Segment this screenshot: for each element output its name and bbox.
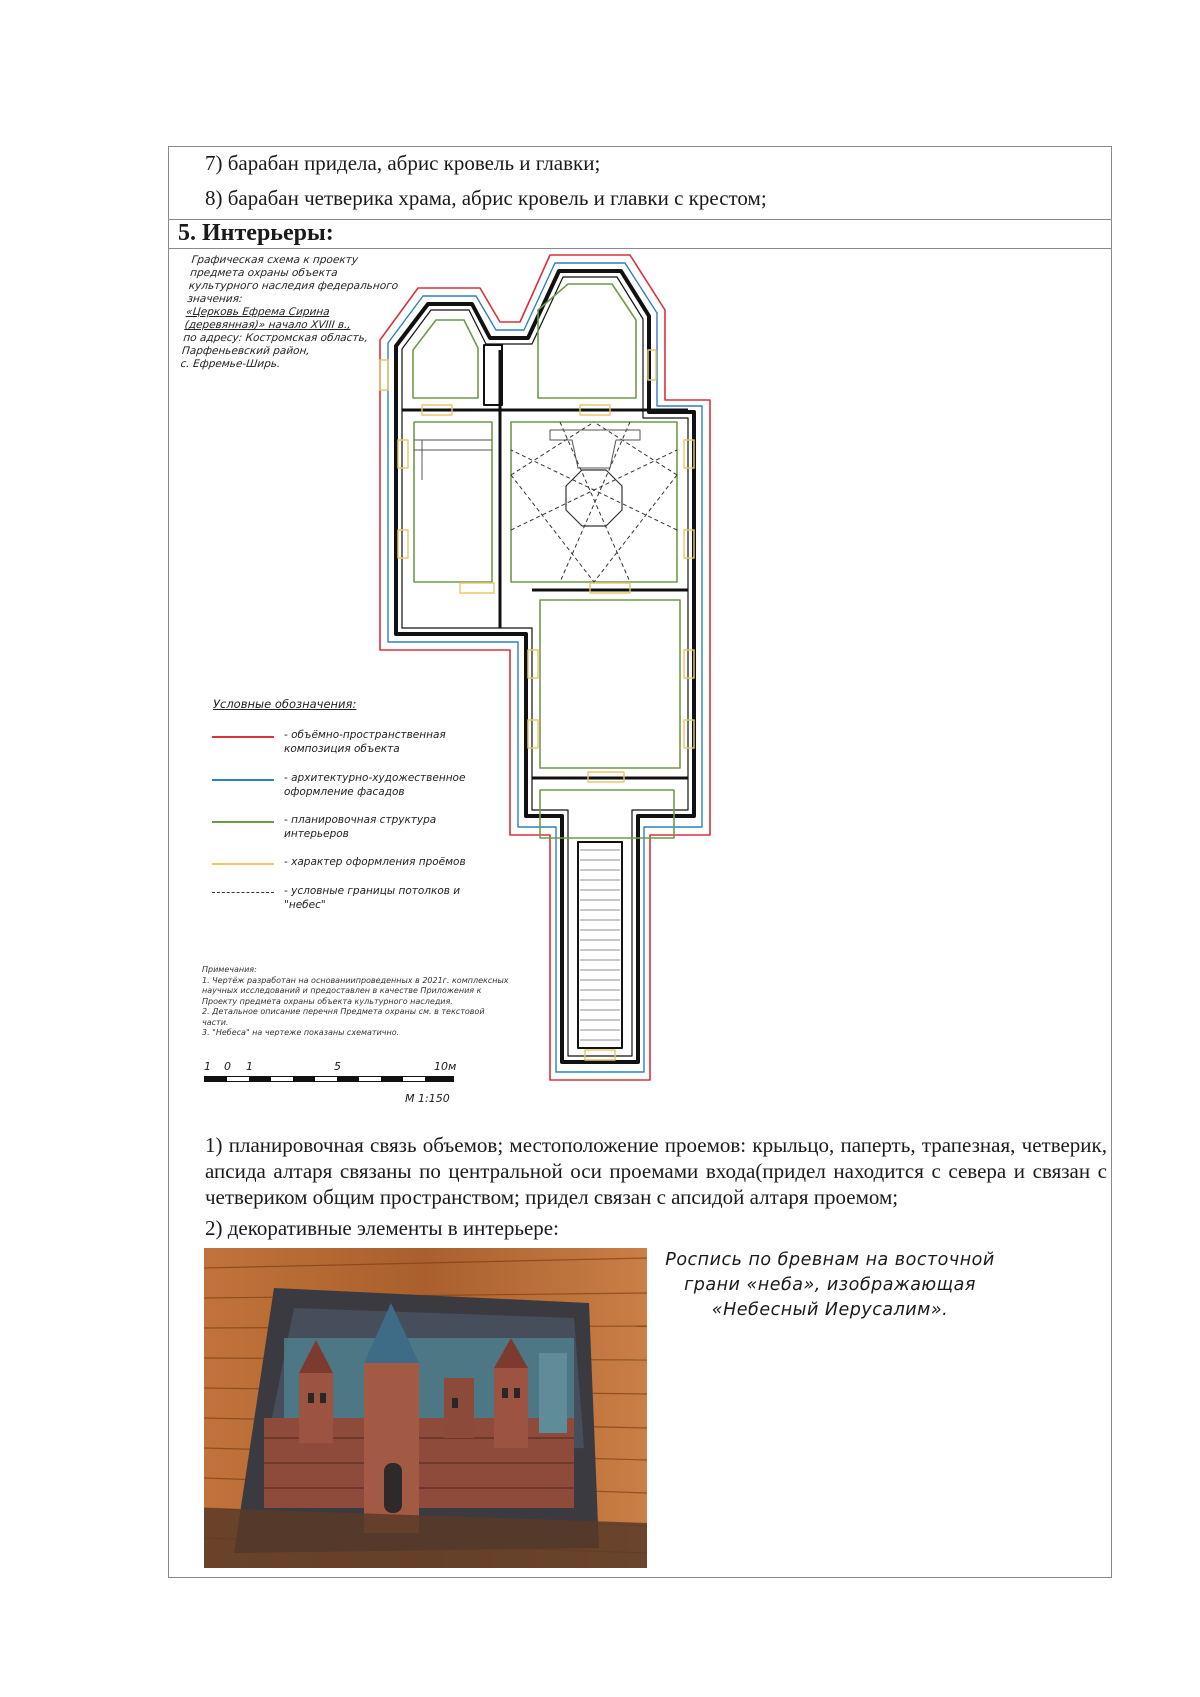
caption-line: культурного наследия федерального — [188, 280, 399, 292]
legend-text — [284, 885, 460, 912]
legend-title: Условные обозначения: — [213, 697, 357, 711]
note-line: 2. Детальное описание перечня Предмета охраны см. в текстовой — [202, 1007, 485, 1016]
photo-caption-line: грани «неба», изображающая — [684, 1275, 976, 1295]
legend-swatch — [212, 892, 274, 893]
caption-line: Парфеньевский район, — [181, 345, 311, 357]
scale-label: 5 — [334, 1060, 341, 1073]
legend-line: "небес" — [284, 898, 326, 911]
legend-line: оформление фасадов — [284, 785, 405, 798]
drum-octagon — [566, 470, 622, 526]
section-divider — [168, 248, 1112, 249]
note-line: 3. "Небеса" на чертеже показаны схематично. — [202, 1028, 400, 1037]
legend-line: - условные границы потолков и — [284, 885, 461, 897]
legend-text — [284, 814, 436, 841]
scale-segment — [425, 1077, 453, 1081]
paragraph-decor: 2) декоративные элементы в интерьере: — [205, 1216, 559, 1240]
painting-photo — [204, 1248, 647, 1568]
interior-plan-apse-right — [538, 284, 636, 398]
interior-plan-hall — [540, 600, 680, 768]
caption-line: значения: — [186, 293, 244, 305]
interior-plan-refectory — [414, 422, 492, 582]
legend-line: - планировочная структура — [284, 814, 437, 826]
legend-line: композиция объекта — [284, 742, 400, 755]
scale-segment — [205, 1077, 227, 1081]
scale-labels — [202, 1060, 462, 1076]
scale-label: 0 — [224, 1060, 231, 1073]
legend-item-sky-boundaries — [212, 886, 472, 918]
caption-line: Графическая схема к проекту — [190, 254, 359, 266]
scale-label: 10м — [434, 1060, 457, 1073]
note-line: части. — [202, 1017, 229, 1027]
legend-swatch — [212, 736, 274, 738]
facade-contour — [388, 263, 702, 1072]
interior-plan-nave — [511, 422, 677, 582]
scale-segment — [293, 1077, 315, 1081]
photo-caption — [665, 1248, 995, 1323]
scale-label: 1 — [204, 1060, 211, 1073]
volume-contour — [380, 255, 710, 1080]
header-item-7: 7) барабан придела, абрис кровель и главки; — [205, 151, 601, 175]
legend-line: интерьеров — [284, 827, 349, 840]
staircase — [578, 842, 622, 1048]
legend-text — [284, 856, 466, 870]
legend-item-interior-plan — [212, 815, 472, 847]
scale-segment — [249, 1077, 271, 1081]
caption-line: по адресу: Костромская область, — [182, 332, 369, 344]
legend-swatch — [212, 821, 274, 823]
legend-item-volume — [212, 730, 472, 762]
scale-ratio: М 1:150 — [405, 1092, 450, 1105]
legend-line: - объёмно-пространственная — [284, 729, 446, 741]
legend-line: - архитектурно-художественное — [284, 772, 466, 784]
note-line: Проекту предмета охраны объекта культурного наследия. — [202, 996, 453, 1006]
note-line: 1. Чертёж разработан на основаниипроведенных в 2021г. комплексных — [202, 975, 509, 985]
scale-segment — [337, 1077, 359, 1081]
legend-text — [284, 729, 446, 756]
photo-caption-line: «Небесный Иерусалим». — [711, 1300, 949, 1320]
note-line: научных исследований и предоставлен в качестве Приложения к — [202, 986, 482, 995]
legend-item-facade — [212, 773, 472, 805]
header-item-8: 8) барабан четверика храма, абрис кровель и главки с крестом; — [205, 186, 767, 210]
photo-caption-line: Роспись по бревнам на восточной — [665, 1250, 995, 1270]
caption-line: «Церковь Ефрема Сирина — [185, 306, 331, 318]
section-title: 5. Интерьеры: — [178, 220, 334, 246]
scale-segment — [381, 1077, 403, 1081]
scale-label: 1 — [246, 1060, 253, 1073]
interior-plan-apse-left — [413, 320, 478, 398]
paragraph-plan-relations: 1) планировочная связь объемов; местоположение проемов: крыльцо, паперть, трапезная, четверик, апсида алтаря связаны по центральной оси проемами входа(придел находится с севера и связан с четвериком общим пространством; придел связан с апсидой алтаря проемом; — [205, 1133, 1107, 1209]
scale-bar — [204, 1076, 454, 1082]
caption-line: с. Ефремье-Ширь. — [179, 358, 282, 370]
caption-line: предмета охраны объекта — [189, 267, 339, 279]
legend-swatch — [212, 779, 274, 781]
legend-line: - характер оформления проёмов — [284, 856, 466, 868]
note-line: Примечания: — [202, 965, 257, 974]
legend-text — [284, 772, 465, 799]
caption-line: (деревянная)» начало XVIII в., — [184, 319, 352, 331]
drawing-notes — [202, 965, 522, 1039]
legend-swatch — [212, 863, 274, 865]
